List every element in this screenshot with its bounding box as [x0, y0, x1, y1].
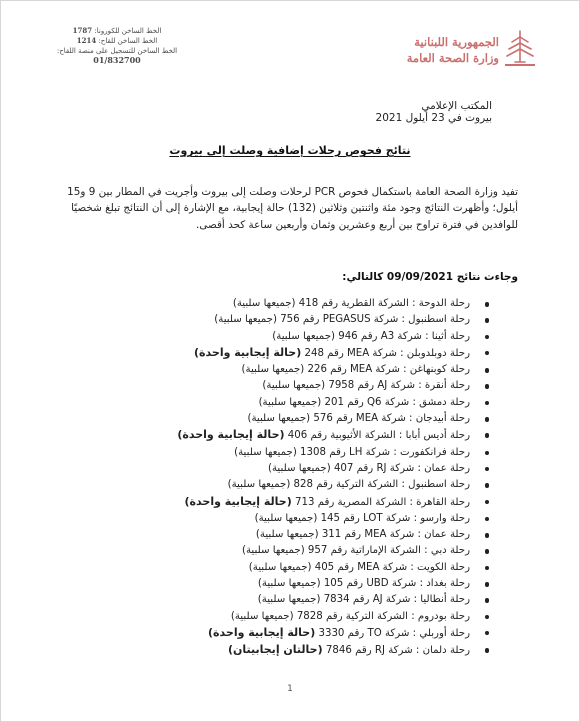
flight-result: (حالتان إيجابيتان)	[227, 643, 323, 657]
list-item	[52, 329, 492, 345]
flight-result: (جميعها سلبية)	[241, 364, 305, 376]
hotline-corona-number: 1787	[72, 26, 93, 35]
flight-label: رحلة الدوحة : الشركة القطرية رقم 418	[295, 298, 470, 309]
flight-label: رحلة وارسو : شركة LOT رقم 145	[317, 512, 470, 524]
intro-paragraph: تفيد وزارة الصحة العامة باستكمال فحوص PCR لرحلات وصلت إلى بيروت وأجريت في المطار بين 9 و15 أيلول؛ وأظهرت النتائج وجود مئة واثنتين وثلاثين (132) حالة إيجابية، مع الإشارة إلى أن النتائج تبلغ شخصيًا للوافدين في فترة تراوح بين أربع وعشرين وثمان وأربعين ساعة كحد أقصى.	[67, 186, 518, 231]
flight-label: رحلة أبيدجان : شركة MEA رقم 576	[310, 413, 470, 425]
list-item	[52, 527, 492, 543]
flight-result: (جميعها سلبية)	[241, 545, 305, 557]
flight-label: رحلة دلمان : شركة RJ رقم 7846	[322, 645, 470, 657]
list-item	[52, 362, 492, 378]
hotline-corona-label: الخط الساخن للكورونا:	[94, 27, 162, 35]
flight-result: (جميعها سلبية)	[258, 396, 322, 408]
list-item	[52, 477, 492, 493]
flight-result: (جميعها سلبية)	[257, 578, 321, 590]
republic-name: الجمهورية اللبنانية	[414, 35, 499, 49]
list-item	[52, 312, 492, 328]
flight-label: رحلة أوربلي : شركة TO رقم 3330	[315, 627, 470, 639]
flight-result: (جميعها سلبية)	[214, 314, 277, 326]
letterhead	[0, 22, 580, 82]
hotlines-box	[38, 26, 196, 66]
list-item	[52, 543, 492, 559]
flight-result: (جميعها سلبية)	[255, 529, 319, 541]
flight-result: (حالة إيجابية واحدة)	[194, 345, 302, 359]
flight-label: رحلة أثينا : شركة A3 رقم 946	[334, 330, 470, 342]
flight-label: رحلة بغداد : شركة UBD رقم 105	[320, 578, 470, 590]
flight-label: رحلة اسطنبول : الشركة التركية رقم 828	[290, 479, 470, 491]
flight-result: (جميعها سلبية)	[248, 561, 312, 573]
flight-label: رحلة أنطاليا : شركة AJ رقم 7834	[320, 594, 470, 606]
flight-label: رحلة عمان : شركة MEA رقم 311	[318, 529, 470, 541]
flight-result: (جميعها سلبية)	[268, 462, 331, 474]
ministry-logo	[372, 28, 537, 72]
list-item	[52, 576, 492, 592]
list-item	[52, 378, 492, 394]
office-block	[292, 100, 492, 124]
flight-result: (جميعها سلبية)	[247, 413, 311, 425]
flight-result: (جميعها سلبية)	[257, 594, 321, 606]
hotline-registration	[38, 47, 196, 66]
office-name: المكتب الإعلامي	[421, 100, 492, 112]
list-item	[52, 445, 492, 461]
list-item	[52, 427, 492, 444]
document-title	[0, 144, 580, 157]
hotline-registration-number: 01/832700	[93, 55, 141, 66]
flight-result: (جميعها سلبية)	[262, 380, 326, 392]
flight-label: رحلة القاهرة : الشركة المصرية رقم 713	[291, 496, 470, 508]
flight-label: رحلة دوبلدوبلن : شركة MEA رقم 248	[301, 347, 470, 359]
ministry-title: وزارة الصحة العامة	[406, 51, 499, 65]
list-item	[52, 642, 492, 659]
ministry-name	[379, 34, 499, 66]
flight-label: رحلة فرانكفورت : شركة LH رقم 1308	[296, 446, 470, 458]
flight-label: رحلة عمان : شركة RJ رقم 407	[330, 462, 470, 474]
hotline-vaccine-label: الخط الساخن للقاح:	[98, 37, 158, 46]
list-item	[52, 395, 492, 411]
list-item	[52, 345, 492, 362]
office-date: بيروت في 23 أيلول 2021	[375, 112, 492, 124]
hotline-corona	[38, 26, 196, 36]
list-item	[52, 592, 492, 608]
flight-result: (جميعها سلبية)	[232, 298, 296, 309]
page-number: 1	[287, 684, 293, 694]
list-item	[52, 625, 492, 642]
list-item	[52, 461, 492, 477]
flight-result: (جميعها سلبية)	[230, 610, 294, 622]
flight-label: رحلة أنقرة : شركة AJ رقم 7958	[325, 380, 470, 392]
flight-result: (جميعها سلبية)	[272, 330, 335, 342]
flight-result: (جميعها سلبية)	[227, 479, 291, 491]
flight-label: رحلة الكويت : شركة MEA رقم 405	[311, 561, 470, 573]
list-item	[52, 494, 492, 511]
flight-list	[52, 296, 492, 660]
flight-result: (حالة إيجابية واحدة)	[184, 494, 292, 508]
list-item	[52, 511, 492, 527]
flight-label: رحلة دمشق : شركة Q6 رقم 201	[321, 396, 470, 408]
flight-label: رحلة كوبنهاغن : شركة MEA رقم 226	[304, 364, 470, 376]
flight-result: (حالة إيجابية واحدة)	[177, 428, 285, 442]
document-title-text: نتائج فحوص رحلات إضافية وصلت إلى بيروت	[169, 144, 411, 157]
flight-label: رحلة اسطنبول : شركة PEGASUS رقم 756	[276, 314, 470, 326]
list-item	[52, 296, 492, 312]
hotline-vaccine-number: 1214	[76, 36, 97, 46]
list-item	[52, 411, 492, 427]
hotline-vaccine	[38, 36, 196, 46]
hotline-registration-label: الخط الساخن للتسجيل على منصة اللقاح:	[56, 46, 178, 55]
flight-result: (جميعها سلبية)	[234, 446, 297, 458]
flight-result: (حالة إيجابية واحدة)	[208, 625, 316, 639]
flight-label: رحلة دبي : الشركة الإماراتية رقم 957	[304, 545, 470, 557]
flight-label: رحلة بودروم : الشركة التركية رقم 7828	[293, 610, 470, 622]
flight-label: رحلة أديس أبابا : الشركة الأثيوبية رقم 406	[284, 430, 470, 442]
flight-result: (جميعها سلبية)	[254, 512, 318, 524]
list-item	[52, 609, 492, 625]
list-item	[52, 560, 492, 576]
results-heading: وجاءت نتائج 09/09/2021 كالتالي:	[342, 271, 518, 283]
cedar-icon	[503, 28, 537, 68]
